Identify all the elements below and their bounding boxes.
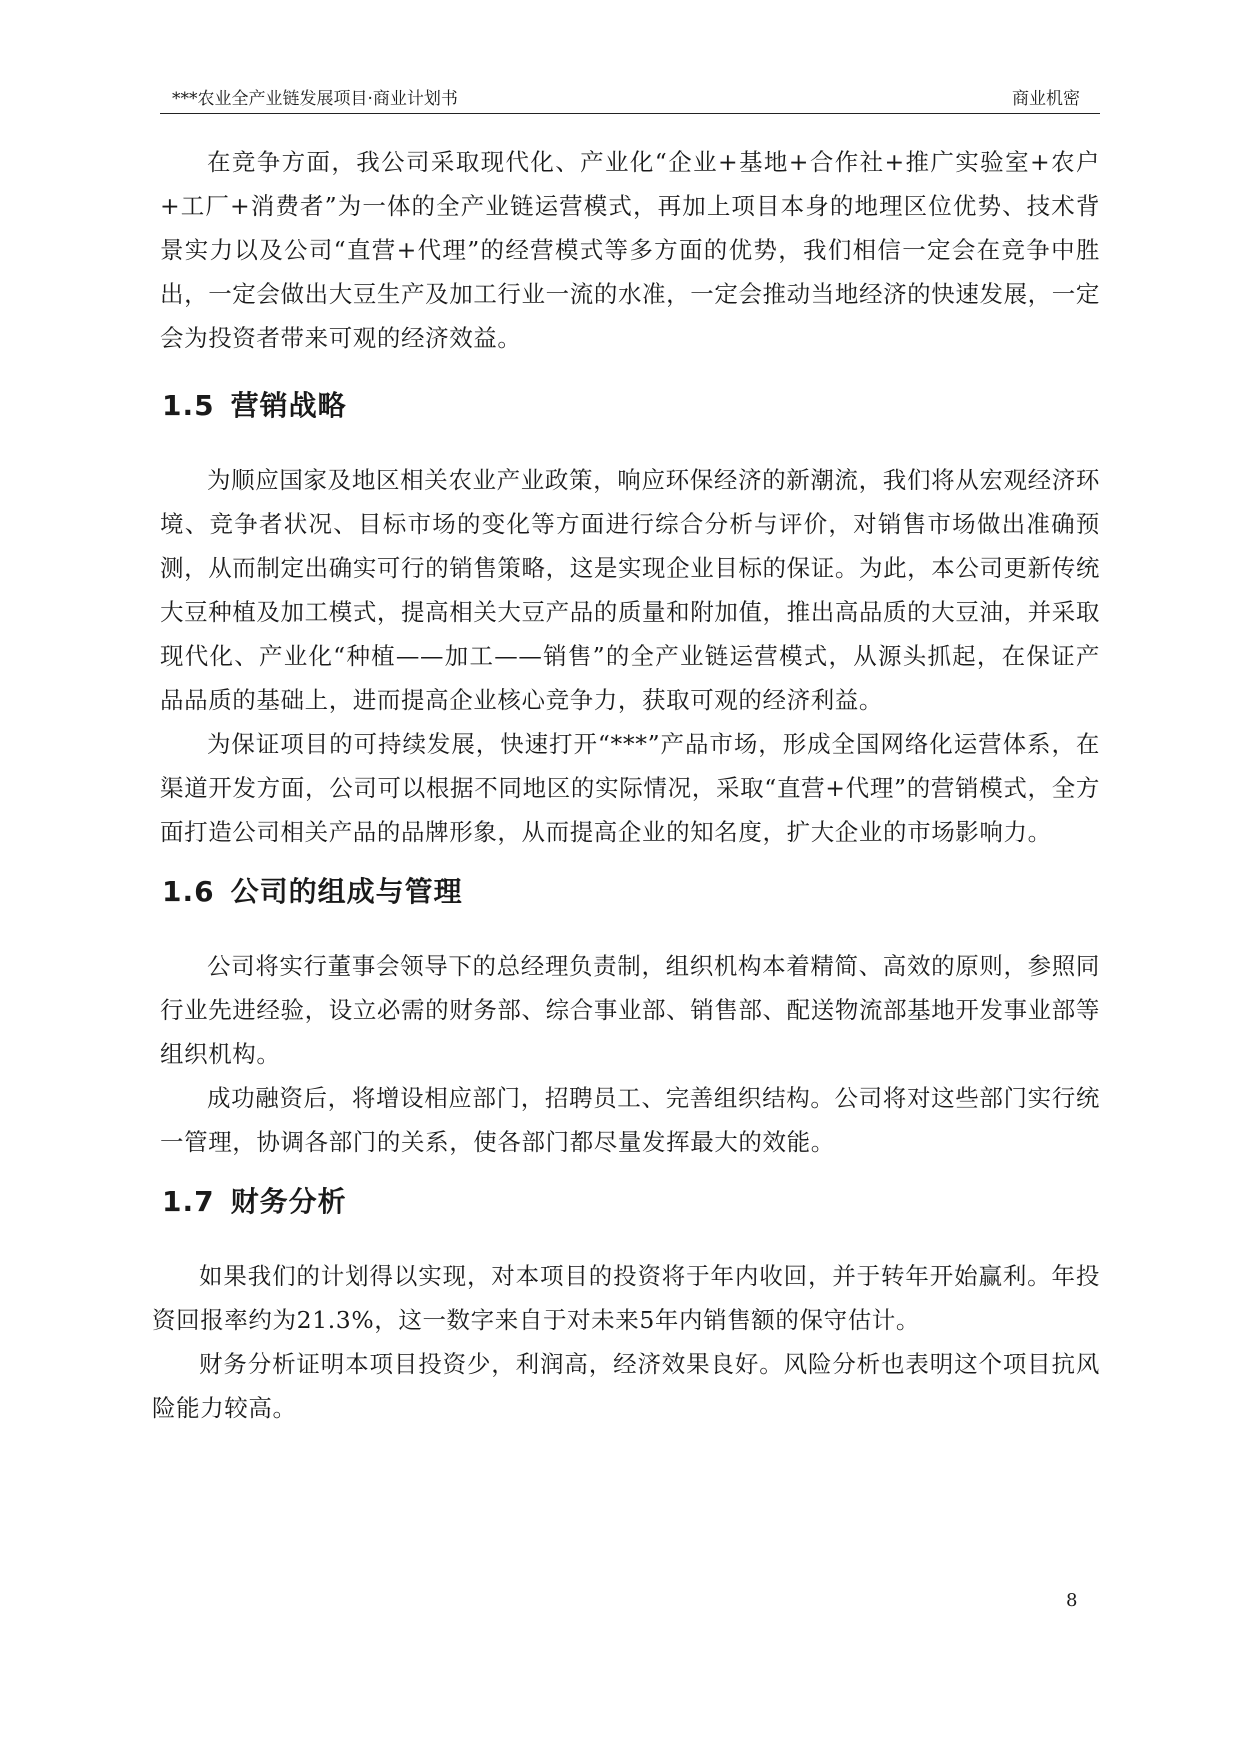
organization-paragraph-2: 成功融资后，将增设相应部门，招聘员工、完善组织结构。公司将对这些部门实行统一管理，协调各部门的关系，使各部门都尽量发挥最大的效能。 — [160, 1084, 1100, 1156]
section-title: 营销战略 — [230, 389, 347, 422]
page-header — [160, 84, 1100, 114]
marketing-paragraph-1: 为顺应国家及地区相关农业产业政策，响应环保经济的新潮流，我们将从宏观经济环境、竞争者状况、目标市场的变化等方面进行综合分析与评价，对销售市场做出准确预测，从而制定出确实可行的销售策略，这是实现企业目标的保证。为此，本公司更新传统大豆种植及加工模式，提高相关大豆产品的质量和附加值，推出高品质的大豆油，并采取现代化、产业化“种植——加工——销售”的全产业链运营模式，从源头抓起，在保证产品品质的基础上，进而提高企业核心竞争力，获取可观的经济利益。 — [160, 466, 1100, 714]
financial-paragraph-2: 财务分析证明本项目投资少，利润高，经济效果良好。风险分析也表明这个项目抗风险能力较高。 — [152, 1350, 1100, 1422]
section-heading-1-7 — [162, 1182, 347, 1222]
section-number: 1.5 — [162, 389, 215, 422]
header-confidential-label: 商业机密 — [1012, 89, 1080, 109]
financial-paragraph-1: 如果我们的计划得以实现，对本项目的投资将于年内收回，并于转年开始赢利。年投资回报率约为21.3%，这一数字来自于对未来5年内销售额的保守估计。 — [152, 1262, 1100, 1334]
section-heading-1-6 — [162, 872, 463, 912]
section-title: 公司的组成与管理 — [230, 875, 463, 908]
section-heading-1-5 — [162, 386, 347, 426]
section-title: 财务分析 — [230, 1185, 347, 1218]
page-number: 8 — [1066, 1590, 1078, 1611]
section-number: 1.6 — [162, 875, 215, 908]
organization-paragraph-1: 公司将实行董事会领导下的总经理负责制，组织机构本着精简、高效的原则，参照同行业先进经验，设立必需的财务部、综合事业部、销售部、配送物流部基地开发事业部等组织机构。 — [160, 952, 1100, 1068]
competition-paragraph: 在竞争方面，我公司采取现代化、产业化“企业+基地+合作社+推广实验室+农户+工厂+消费者”为一体的全产业链运营模式，再加上项目本身的地理区位优势、技术背景实力以及公司“直营+代理”的经营模式等多方面的优势，我们相信一定会在竞争中胜出，一定会做出大豆生产及加工行业一流的水准，一定会推动当地经济的快速发展，一定会为投资者带来可观的经济效益。 — [160, 148, 1100, 352]
header-document-title: ***农业全产业链发展项目·商业计划书 — [172, 89, 458, 109]
section-number: 1.7 — [162, 1185, 215, 1218]
marketing-paragraph-2: 为保证项目的可持续发展，快速打开“***”产品市场，形成全国网络化运营体系，在渠道开发方面，公司可以根据不同地区的实际情况，采取“直营+代理”的营销模式，全方面打造公司相关产品的品牌形象，从而提高企业的知名度，扩大企业的市场影响力。 — [160, 730, 1100, 846]
